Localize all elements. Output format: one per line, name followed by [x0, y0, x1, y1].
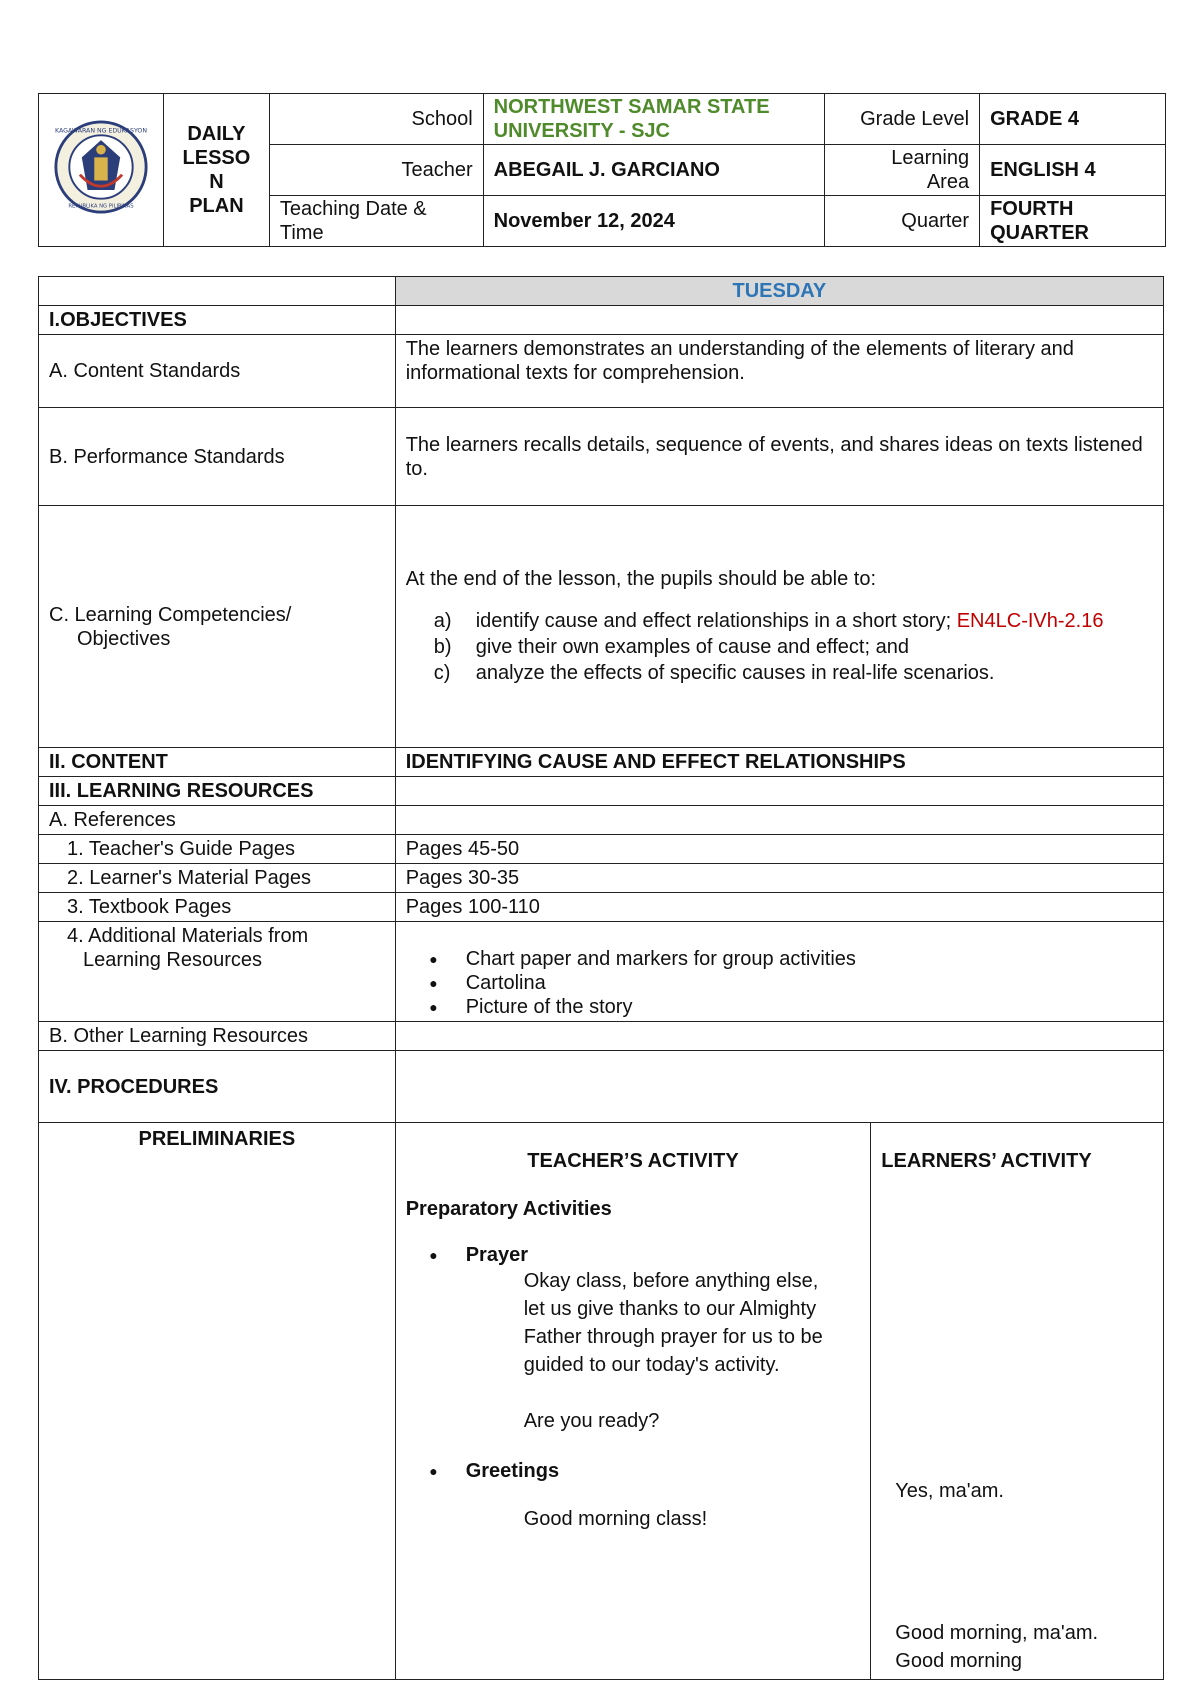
- list-item: ● Cartolina: [429, 972, 546, 994]
- list-item: ● Prayer: [429, 1244, 528, 1266]
- day-spacer: [39, 277, 396, 306]
- header-table: [38, 93, 1166, 247]
- quarter-value: FOURTH QUARTER: [980, 196, 1166, 247]
- objectives-label: I.OBJECTIVES: [39, 306, 396, 335]
- performance-standards-text: The learners recalls details, sequence of events, and shares ideas on texts listened to.: [395, 408, 1163, 506]
- list-item: ● Greetings: [429, 1460, 560, 1482]
- area-value: ENGLISH 4: [980, 145, 1166, 196]
- tb-label: 3. Textbook Pages: [39, 893, 396, 922]
- resources-label: III. LEARNING RESOURCES: [39, 777, 396, 806]
- teacher-activity-cell: [395, 1123, 871, 1680]
- tg-value: Pages 45-50: [395, 835, 1163, 864]
- deped-seal-icon: [53, 119, 149, 215]
- deped-seal-cell: [39, 94, 164, 247]
- greeting-text: Good morning class!: [523, 1508, 708, 1530]
- list-item: ● Chart paper and markers for group activities: [429, 948, 856, 970]
- content-standards-label: A. Content Standards: [39, 335, 396, 408]
- prayer-text: Okay class, before anything else, let us give thanks to our Almighty Father through prayer for us to be guided to our today's activity. Are you ready?: [396, 1267, 871, 1435]
- teacher-activity-title: TEACHER’S ACTIVITY: [527, 1150, 739, 1172]
- preliminaries-label: PRELIMINARIES: [138, 1128, 296, 1150]
- date-label: Teaching Date & Time: [269, 196, 483, 247]
- learner-activity-title: LEARNERS’ ACTIVITY: [881, 1150, 1092, 1172]
- school-value: NORTHWEST SAMAR STATE UNIVERSITY - SJC: [483, 94, 825, 145]
- date-value: November 12, 2024: [483, 196, 825, 247]
- tb-value: Pages 100-110: [395, 893, 1163, 922]
- competency-item: b) give their own examples of cause and effect; and: [433, 635, 909, 658]
- tg-label: 1. Teacher's Guide Pages: [39, 835, 396, 864]
- additional-materials-cell: [395, 922, 1163, 1022]
- performance-standards-label: B. Performance Standards: [39, 408, 396, 506]
- seal-bottom-text: REPUBLIKA NG PILIPINAS: [68, 203, 134, 210]
- competencies-label: C. Learning Competencies/ Objectives: [39, 506, 396, 748]
- additional-materials-label: 4. Additional Materials from Learning Resources: [39, 922, 396, 1022]
- dlp-title: DAILY LESSO N PLAN: [163, 94, 269, 247]
- competency-item: a) identify cause and effect relationships in a short story; EN4LC-IVh-2.16: [433, 609, 1104, 632]
- competencies-cell: [395, 506, 1163, 748]
- competencies-intro: At the end of the lesson, the pupils should be able to:: [405, 567, 877, 590]
- preliminaries-cell: [39, 1123, 396, 1680]
- content-label: II. CONTENT: [39, 748, 396, 777]
- seal-text: KAGAWARAN NG EDUKASYON: [54, 127, 147, 135]
- competency-item: c) analyze the effects of specific causes in real-life scenarios.: [433, 661, 995, 684]
- list-item: ● Picture of the story: [429, 996, 633, 1018]
- grade-label: Grade Level: [825, 94, 980, 145]
- learner-reply: Good morning, ma'am.: [895, 1622, 1099, 1644]
- competency-code: EN4LC-IVh-2.16: [956, 609, 1104, 632]
- teacher-label: Teacher: [269, 145, 483, 196]
- references-label: A. References: [39, 806, 396, 835]
- day-header: TUESDAY: [395, 277, 1163, 306]
- teacher-value: ABEGAIL J. GARCIANO: [483, 145, 825, 196]
- school-label: School: [269, 94, 483, 145]
- lesson-plan-table: [38, 276, 1164, 1680]
- lm-value: Pages 30-35: [395, 864, 1163, 893]
- learner-activity-cell: [871, 1123, 1164, 1680]
- preparatory-label: Preparatory Activities: [405, 1198, 612, 1220]
- grade-value: GRADE 4: [980, 94, 1166, 145]
- content-standards-text: The learners demonstrates an understanding of the elements of literary and informational texts for comprehension.: [395, 335, 1163, 408]
- learner-reply: Yes, ma'am.: [895, 1480, 1004, 1502]
- lm-label: 2. Learner's Material Pages: [39, 864, 396, 893]
- procedures-label: IV. PROCEDURES: [39, 1051, 396, 1123]
- quarter-label: Quarter: [825, 196, 980, 247]
- other-resources-label: B. Other Learning Resources: [39, 1022, 396, 1051]
- learner-reply: Good morning: [895, 1650, 1023, 1672]
- content-value: IDENTIFYING CAUSE AND EFFECT RELATIONSHIPS: [395, 748, 1163, 777]
- area-label: Learning Area: [825, 145, 980, 196]
- ready-question: Are you ready?: [523, 1410, 660, 1432]
